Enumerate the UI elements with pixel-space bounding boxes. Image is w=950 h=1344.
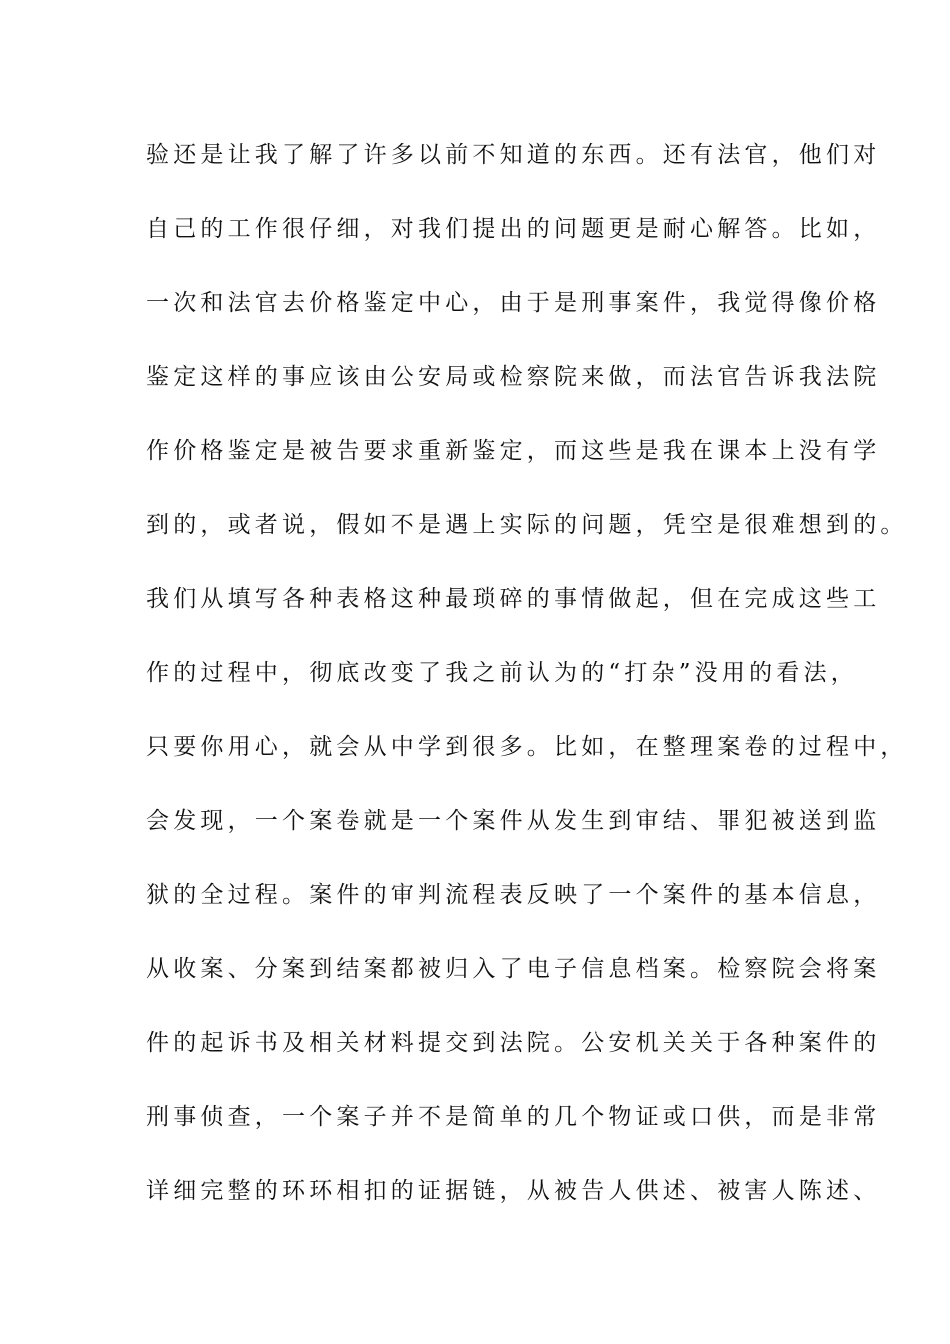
- text-line: 狱的全过程。案件的审判流程表反映了一个案件的基本信息，: [146, 882, 881, 908]
- text-line: 自己的工作很仔细，对我们提出的问题更是耐心解答。比如，: [146, 216, 881, 242]
- text-line: 到的，或者说，假如不是遇上实际的问题，凭空是很难想到的。: [146, 512, 908, 538]
- text-line: 作的过程中，彻底改变了我之前认为的“打杂”没用的看法，: [146, 660, 858, 686]
- text-line: 作价格鉴定是被告要求重新鉴定，而这些是我在课本上没有学: [146, 438, 881, 464]
- text-line: 验还是让我了解了许多以前不知道的东西。还有法官，他们对: [146, 142, 881, 168]
- body-text: [146, 133, 908, 1243]
- text-line: 件的起诉书及相关材料提交到法院。公安机关关于各种案件的: [146, 1030, 881, 1056]
- text-line: 刑事侦查，一个案子并不是简单的几个物证或口供，而是非常: [146, 1104, 881, 1130]
- text-line: 详细完整的环环相扣的证据链，从被告人供述、被害人陈述、: [146, 1178, 881, 1204]
- text-line: 从收案、分案到结案都被归入了电子信息档案。检察院会将案: [146, 956, 881, 982]
- text-line: 一次和法官去价格鉴定中心，由于是刑事案件，我觉得像价格: [146, 290, 881, 316]
- text-line: 我们从填写各种表格这种最琐碎的事情做起，但在完成这些工: [146, 586, 881, 612]
- text-line: 只要你用心，就会从中学到很多。比如，在整理案卷的过程中，: [146, 734, 908, 760]
- text-line: 会发现，一个案卷就是一个案件从发生到审结、罪犯被送到监: [146, 808, 881, 834]
- text-line: 鉴定这样的事应该由公安局或检察院来做，而法官告诉我法院: [146, 364, 881, 390]
